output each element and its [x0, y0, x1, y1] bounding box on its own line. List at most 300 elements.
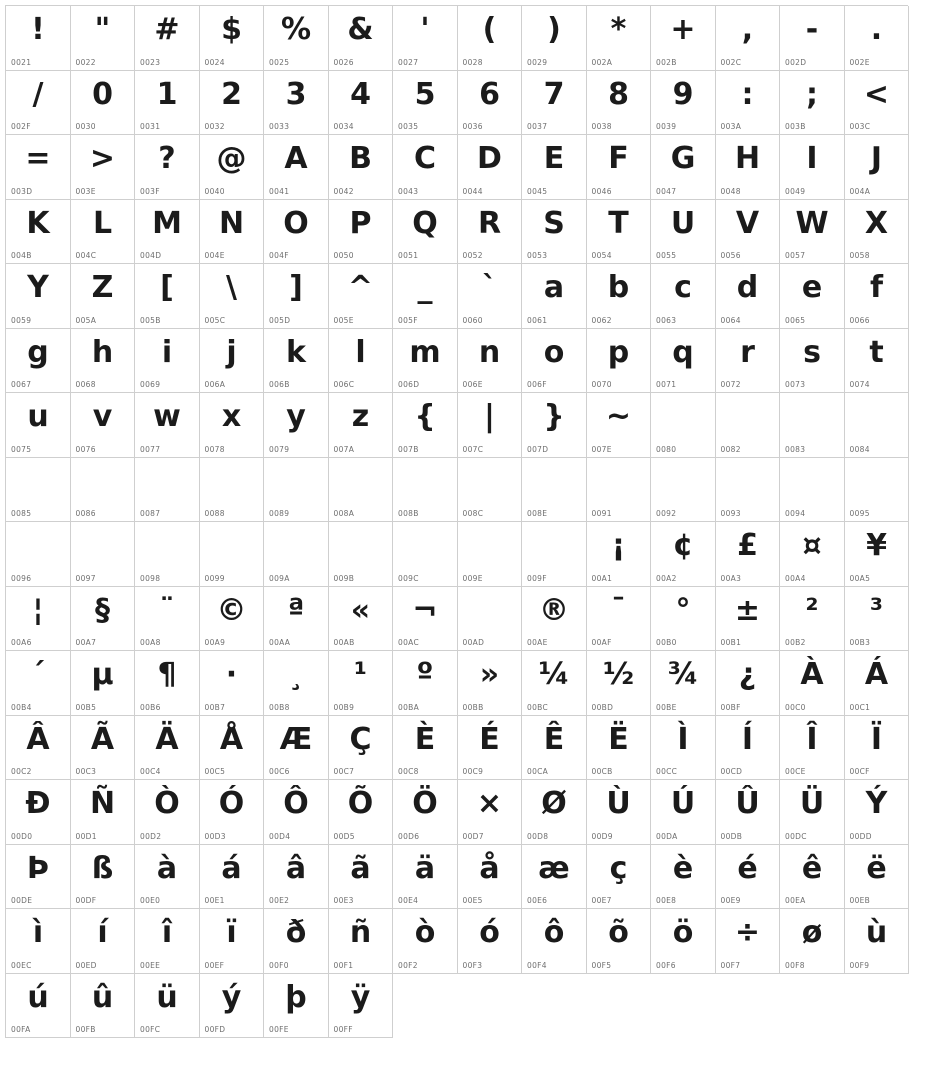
glyph-cell[interactable]	[329, 6, 394, 71]
glyph-cell[interactable]	[71, 329, 136, 394]
glyph-cell[interactable]	[329, 651, 394, 716]
glyph-cell[interactable]	[264, 264, 329, 329]
glyph-cell[interactable]	[587, 264, 652, 329]
glyph-character: ®	[539, 592, 569, 628]
glyph-cell[interactable]	[329, 587, 394, 652]
glyph-cell[interactable]	[393, 135, 458, 200]
glyph-cell[interactable]	[845, 522, 910, 587]
glyph-character	[71, 524, 135, 568]
glyph-cell[interactable]	[264, 587, 329, 652]
glyph-cell[interactable]	[393, 71, 458, 136]
glyph-codepoint: 0097	[75, 573, 96, 583]
glyph-cell[interactable]	[458, 522, 523, 587]
glyph-cell[interactable]	[135, 845, 200, 910]
glyph-codepoint: 00DF	[75, 896, 97, 905]
glyph-cell[interactable]	[200, 587, 265, 652]
glyph-cell[interactable]	[135, 71, 200, 136]
glyph-cell[interactable]	[587, 845, 652, 910]
glyph-cell[interactable]	[71, 264, 136, 329]
glyph-codepoint: 0030	[75, 122, 96, 131]
glyph-cell[interactable]	[780, 264, 845, 329]
glyph-cell[interactable]	[6, 909, 71, 974]
glyph-cell[interactable]	[522, 651, 587, 716]
glyph-cell[interactable]	[6, 716, 71, 781]
glyph-cell[interactable]	[845, 845, 910, 910]
glyph-cell[interactable]	[458, 200, 523, 265]
glyph-codepoint: 00AC	[398, 638, 419, 647]
glyph-cell[interactable]	[329, 200, 394, 265]
glyph-cell[interactable]	[71, 200, 136, 265]
glyph-cell[interactable]	[329, 909, 394, 974]
glyph-codepoint: 0047	[656, 186, 677, 196]
glyph-cell[interactable]	[71, 780, 136, 845]
glyph-codepoint: 0076	[75, 444, 96, 454]
glyph-cell[interactable]	[780, 329, 845, 394]
glyph-cell[interactable]	[264, 6, 329, 71]
glyph-cell[interactable]	[393, 780, 458, 845]
glyph-cell[interactable]	[716, 845, 781, 910]
glyph-cell[interactable]	[135, 651, 200, 716]
glyph-codepoint: 00CA	[527, 767, 549, 776]
glyph-cell[interactable]	[329, 716, 394, 781]
glyph-cell[interactable]	[71, 974, 136, 1039]
glyph-cell[interactable]	[200, 716, 265, 781]
glyph-cell[interactable]	[522, 393, 587, 458]
glyph-cell[interactable]	[651, 845, 716, 910]
glyph-cell[interactable]	[651, 6, 716, 71]
glyph-cell[interactable]	[522, 200, 587, 265]
glyph-codepoint: 0077	[140, 444, 161, 454]
glyph-cell[interactable]	[264, 780, 329, 845]
glyph-cell[interactable]	[780, 522, 845, 587]
glyph-cell[interactable]	[200, 71, 265, 136]
glyph-character: Ä	[155, 721, 179, 757]
glyph-cell[interactable]	[264, 135, 329, 200]
glyph-codepoint: 0083	[785, 444, 806, 454]
glyph-cell[interactable]	[135, 329, 200, 394]
glyph-cell[interactable]	[522, 909, 587, 974]
glyph-cell[interactable]	[587, 522, 652, 587]
glyph-cell[interactable]	[716, 522, 781, 587]
glyph-cell[interactable]	[587, 393, 652, 458]
glyph-cell[interactable]	[458, 71, 523, 136]
glyph-cell[interactable]	[393, 458, 458, 523]
glyph-cell[interactable]	[651, 135, 716, 200]
glyph-cell[interactable]	[651, 780, 716, 845]
glyph-cell[interactable]	[135, 6, 200, 71]
glyph-cell[interactable]	[393, 393, 458, 458]
glyph-cell[interactable]	[587, 329, 652, 394]
glyph-cell[interactable]	[845, 458, 910, 523]
glyph-cell[interactable]	[845, 264, 910, 329]
glyph-cell[interactable]	[845, 329, 910, 394]
glyph-character: 5	[414, 76, 435, 112]
glyph-cell[interactable]	[6, 329, 71, 394]
glyph-cell[interactable]	[845, 393, 910, 458]
glyph-codepoint: 003F	[140, 186, 160, 196]
glyph-cell[interactable]	[780, 716, 845, 781]
glyph-cell[interactable]	[716, 716, 781, 781]
glyph-cell[interactable]	[329, 264, 394, 329]
glyph-cell[interactable]	[6, 200, 71, 265]
glyph-cell[interactable]	[651, 458, 716, 523]
glyph-cell[interactable]	[200, 264, 265, 329]
glyph-cell[interactable]	[393, 329, 458, 394]
glyph-cell[interactable]	[651, 200, 716, 265]
glyph-character: ¯	[611, 592, 626, 628]
glyph-cell[interactable]	[264, 716, 329, 781]
glyph-character: Ê	[543, 721, 564, 757]
glyph-cell[interactable]	[6, 651, 71, 716]
glyph-cell[interactable]	[780, 845, 845, 910]
glyph-cell[interactable]	[458, 845, 523, 910]
glyph-cell[interactable]	[264, 909, 329, 974]
glyph-cell[interactable]	[71, 393, 136, 458]
glyph-character: Z	[91, 270, 113, 305]
glyph-cell[interactable]	[393, 6, 458, 71]
glyph-character: Ý	[865, 786, 887, 821]
glyph-cell[interactable]	[458, 393, 523, 458]
glyph-codepoint: 005C	[204, 315, 226, 325]
glyph-codepoint: 00E0	[140, 896, 161, 905]
glyph-cell[interactable]	[264, 974, 329, 1039]
glyph-cell[interactable]	[71, 587, 136, 652]
glyph-cell[interactable]	[780, 651, 845, 716]
glyph-cell[interactable]	[135, 458, 200, 523]
glyph-cell[interactable]	[329, 780, 394, 845]
glyph-cell[interactable]	[329, 329, 394, 394]
glyph-cell[interactable]	[522, 71, 587, 136]
glyph-character: D	[477, 141, 502, 176]
glyph-cell[interactable]	[716, 264, 781, 329]
glyph-cell[interactable]	[587, 716, 652, 781]
glyph-cell[interactable]	[458, 458, 523, 523]
glyph-cell[interactable]	[716, 909, 781, 974]
glyph-codepoint: 0065	[785, 315, 806, 325]
glyph-cell[interactable]	[522, 264, 587, 329]
glyph-codepoint: 00BE	[656, 702, 677, 712]
glyph-codepoint: 00A7	[75, 638, 97, 647]
glyph-cell[interactable]	[458, 329, 523, 394]
glyph-character: H	[734, 141, 760, 176]
glyph-character: Â	[26, 721, 50, 757]
glyph-cell[interactable]	[200, 200, 265, 265]
glyph-codepoint: 00A8	[140, 638, 161, 647]
glyph-codepoint: 0040	[204, 186, 225, 196]
glyph-cell[interactable]	[200, 909, 265, 974]
glyph-cell[interactable]	[716, 135, 781, 200]
glyph-cell[interactable]	[6, 135, 71, 200]
glyph-cell[interactable]	[651, 651, 716, 716]
glyph-cell[interactable]	[200, 135, 265, 200]
glyph-codepoint: 00BF	[720, 702, 741, 712]
glyph-cell[interactable]	[458, 716, 523, 781]
glyph-cell[interactable]	[458, 587, 523, 652]
glyph-cell[interactable]	[845, 135, 910, 200]
glyph-codepoint: 00A3	[720, 573, 742, 583]
glyph-cell[interactable]	[71, 651, 136, 716]
glyph-cell[interactable]	[651, 909, 716, 974]
glyph-cell[interactable]	[393, 909, 458, 974]
glyph-character: \	[226, 270, 237, 305]
glyph-cell[interactable]	[264, 393, 329, 458]
glyph-cell[interactable]	[135, 716, 200, 781]
glyph-cell[interactable]	[522, 716, 587, 781]
glyph-codepoint: 00E8	[656, 896, 677, 905]
glyph-cell[interactable]	[587, 458, 652, 523]
glyph-cell[interactable]	[71, 716, 136, 781]
glyph-cell[interactable]	[458, 651, 523, 716]
glyph-cell[interactable]	[780, 587, 845, 652]
glyph-cell[interactable]	[651, 393, 716, 458]
glyph-codepoint: 00D5	[333, 831, 355, 841]
glyph-cell[interactable]	[71, 71, 136, 136]
glyph-cell[interactable]	[264, 329, 329, 394]
glyph-codepoint: 007B	[398, 444, 419, 454]
glyph-cell[interactable]	[587, 587, 652, 652]
glyph-character: c	[674, 270, 692, 305]
glyph-codepoint: 00FB	[75, 1025, 96, 1034]
glyph-character: Á	[864, 657, 888, 692]
glyph-codepoint: 00A2	[656, 573, 677, 583]
glyph-cell[interactable]	[780, 200, 845, 265]
glyph-cell[interactable]	[6, 845, 71, 910]
glyph-cell[interactable]	[716, 71, 781, 136]
glyph-codepoint: 00D1	[75, 831, 97, 841]
glyph-cell[interactable]	[845, 651, 910, 716]
glyph-codepoint: 0052	[462, 251, 483, 260]
glyph-cell[interactable]	[587, 71, 652, 136]
glyph-cell[interactable]	[845, 587, 910, 652]
glyph-cell[interactable]	[329, 974, 394, 1039]
glyph-cell[interactable]	[264, 200, 329, 265]
glyph-character: Î	[806, 721, 818, 757]
glyph-cell[interactable]	[716, 587, 781, 652]
glyph-character: i	[161, 334, 172, 370]
glyph-cell[interactable]	[200, 458, 265, 523]
glyph-cell[interactable]	[200, 845, 265, 910]
glyph-cell[interactable]	[845, 909, 910, 974]
glyph-codepoint: 004E	[204, 251, 225, 260]
glyph-character: B	[349, 141, 372, 176]
glyph-cell[interactable]	[458, 135, 523, 200]
glyph-cell[interactable]	[651, 329, 716, 394]
glyph-cell[interactable]	[780, 780, 845, 845]
glyph-character: "	[94, 12, 110, 47]
glyph-character: m	[409, 334, 441, 370]
glyph-cell[interactable]	[135, 909, 200, 974]
glyph-cell[interactable]	[6, 264, 71, 329]
glyph-cell[interactable]	[71, 135, 136, 200]
glyph-cell[interactable]	[458, 780, 523, 845]
glyph-cell[interactable]	[200, 393, 265, 458]
glyph-cell[interactable]	[716, 200, 781, 265]
glyph-cell[interactable]	[6, 780, 71, 845]
glyph-cell[interactable]	[200, 522, 265, 587]
glyph-cell[interactable]	[651, 522, 716, 587]
glyph-cell[interactable]	[200, 780, 265, 845]
glyph-cell[interactable]	[135, 780, 200, 845]
glyph-cell[interactable]	[393, 264, 458, 329]
glyph-cell[interactable]	[845, 780, 910, 845]
glyph-cell[interactable]	[329, 393, 394, 458]
glyph-cell[interactable]	[135, 522, 200, 587]
glyph-cell[interactable]	[329, 135, 394, 200]
glyph-cell[interactable]	[587, 651, 652, 716]
glyph-cell[interactable]	[135, 135, 200, 200]
glyph-cell[interactable]	[651, 716, 716, 781]
glyph-cell[interactable]	[651, 71, 716, 136]
glyph-cell[interactable]	[651, 264, 716, 329]
glyph-codepoint: 00B2	[785, 638, 806, 647]
glyph-cell[interactable]	[716, 6, 781, 71]
glyph-codepoint: 0095	[849, 509, 870, 518]
glyph-cell[interactable]	[845, 716, 910, 781]
glyph-cell[interactable]	[329, 845, 394, 910]
glyph-cell[interactable]	[587, 909, 652, 974]
glyph-cell[interactable]	[522, 135, 587, 200]
glyph-cell[interactable]	[264, 522, 329, 587]
glyph-cell[interactable]	[393, 587, 458, 652]
glyph-character	[845, 395, 909, 439]
glyph-cell[interactable]	[393, 716, 458, 781]
glyph-cell[interactable]	[135, 974, 200, 1039]
glyph-cell[interactable]	[71, 909, 136, 974]
glyph-character: o	[543, 334, 564, 370]
glyph-cell[interactable]	[522, 522, 587, 587]
glyph-codepoint: 0026	[333, 57, 354, 67]
glyph-cell[interactable]	[200, 329, 265, 394]
glyph-character	[6, 524, 70, 568]
glyph-cell[interactable]	[522, 329, 587, 394]
glyph-cell[interactable]	[135, 587, 200, 652]
glyph-codepoint: 00E6	[527, 896, 548, 905]
glyph-codepoint: 0079	[269, 444, 290, 454]
glyph-codepoint: 006F	[527, 380, 547, 389]
glyph-cell[interactable]	[522, 458, 587, 523]
glyph-cell[interactable]	[780, 393, 845, 458]
glyph-cell[interactable]	[716, 458, 781, 523]
glyph-cell[interactable]	[393, 651, 458, 716]
glyph-character: O	[283, 205, 309, 241]
glyph-cell[interactable]	[522, 6, 587, 71]
glyph-cell[interactable]	[522, 587, 587, 652]
glyph-cell[interactable]	[780, 71, 845, 136]
glyph-cell[interactable]	[264, 458, 329, 523]
glyph-cell[interactable]	[845, 71, 910, 136]
glyph-codepoint: 009C	[398, 573, 419, 583]
glyph-codepoint: 002D	[785, 57, 807, 67]
glyph-codepoint: 0085	[11, 509, 32, 518]
glyph-cell[interactable]	[329, 458, 394, 523]
glyph-cell[interactable]	[393, 200, 458, 265]
glyph-cell[interactable]	[6, 458, 71, 523]
glyph-codepoint: 00C0	[785, 702, 806, 712]
glyph-cell[interactable]	[780, 458, 845, 523]
glyph-cell[interactable]	[522, 780, 587, 845]
glyph-cell[interactable]	[393, 845, 458, 910]
glyph-cell[interactable]	[135, 264, 200, 329]
glyph-cell[interactable]	[71, 845, 136, 910]
glyph-cell[interactable]	[587, 780, 652, 845]
glyph-cell[interactable]	[587, 135, 652, 200]
glyph-cell[interactable]	[716, 651, 781, 716]
glyph-character: Ø	[541, 786, 567, 821]
glyph-character: [	[160, 270, 174, 305]
glyph-cell[interactable]	[264, 651, 329, 716]
glyph-codepoint: 00C1	[849, 702, 871, 712]
glyph-cell[interactable]	[200, 6, 265, 71]
glyph-cell[interactable]	[71, 458, 136, 523]
glyph-codepoint: 00E3	[333, 896, 354, 905]
glyph-cell[interactable]	[200, 651, 265, 716]
glyph-cell[interactable]	[716, 329, 781, 394]
glyph-cell[interactable]	[587, 200, 652, 265]
glyph-cell[interactable]	[716, 780, 781, 845]
glyph-cell[interactable]	[780, 909, 845, 974]
glyph-codepoint: 0055	[656, 251, 677, 260]
glyph-codepoint: 0059	[11, 315, 32, 325]
glyph-cell[interactable]	[716, 393, 781, 458]
glyph-character: +	[670, 12, 696, 47]
glyph-cell[interactable]	[587, 6, 652, 71]
glyph-cell[interactable]	[6, 522, 71, 587]
glyph-cell[interactable]	[264, 845, 329, 910]
glyph-cell[interactable]	[845, 6, 910, 71]
glyph-cell[interactable]	[845, 200, 910, 265]
glyph-cell[interactable]	[458, 6, 523, 71]
glyph-cell[interactable]	[135, 393, 200, 458]
glyph-cell[interactable]	[780, 6, 845, 71]
glyph-cell[interactable]	[200, 974, 265, 1039]
glyph-character: Ã	[90, 721, 114, 757]
glyph-codepoint: 007A	[333, 444, 355, 454]
glyph-cell[interactable]	[6, 6, 71, 71]
glyph-codepoint: 0073	[785, 380, 806, 389]
glyph-codepoint: 00E7	[591, 896, 612, 905]
glyph-cell[interactable]	[6, 393, 71, 458]
glyph-cell[interactable]	[6, 71, 71, 136]
glyph-character: '	[420, 12, 430, 47]
glyph-cell[interactable]	[522, 845, 587, 910]
glyph-cell[interactable]	[6, 974, 71, 1039]
glyph-cell[interactable]	[6, 587, 71, 652]
glyph-cell[interactable]	[71, 6, 136, 71]
glyph-codepoint: 0071	[656, 380, 677, 389]
glyph-codepoint: 0022	[75, 57, 96, 67]
glyph-codepoint: 00F1	[333, 960, 354, 970]
glyph-codepoint: 007E	[591, 444, 612, 454]
glyph-cell[interactable]	[329, 522, 394, 587]
glyph-codepoint: 006E	[462, 380, 483, 389]
glyph-character	[651, 460, 715, 504]
glyph-cell[interactable]	[264, 71, 329, 136]
glyph-cell[interactable]	[71, 522, 136, 587]
glyph-codepoint: 0082	[720, 444, 741, 454]
glyph-cell[interactable]	[135, 200, 200, 265]
glyph-cell[interactable]	[780, 135, 845, 200]
glyph-cell[interactable]	[651, 587, 716, 652]
glyph-cell[interactable]	[393, 522, 458, 587]
character-map-grid	[5, 5, 908, 1038]
glyph-cell[interactable]	[329, 71, 394, 136]
glyph-character: v	[92, 399, 112, 434]
glyph-character: §	[95, 592, 110, 628]
glyph-cell[interactable]	[458, 909, 523, 974]
glyph-cell[interactable]	[458, 264, 523, 329]
glyph-character: ^	[347, 270, 373, 305]
glyph-codepoint: 004A	[849, 186, 871, 196]
